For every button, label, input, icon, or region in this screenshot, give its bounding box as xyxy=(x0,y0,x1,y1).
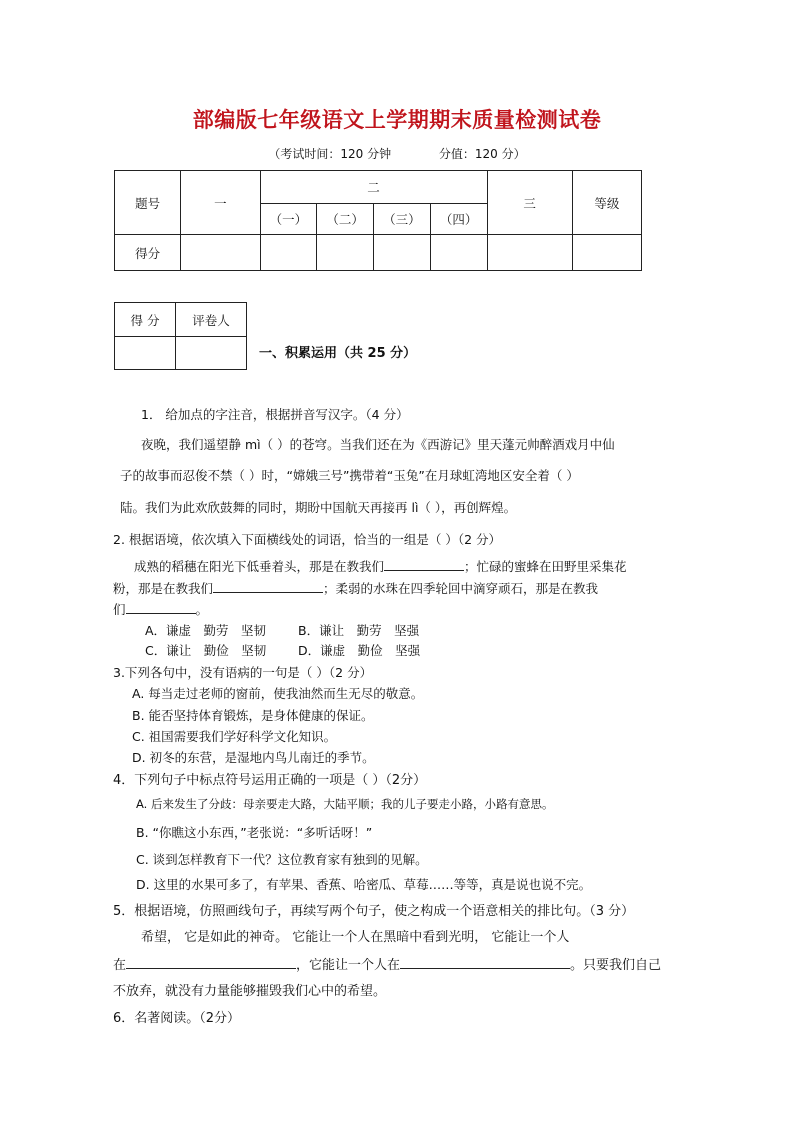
score-cell[interactable] xyxy=(487,235,572,271)
score-table xyxy=(114,170,642,271)
score-cell[interactable] xyxy=(181,235,260,271)
question-3-option-c[interactable]: C. 祖国需要我们学好科学文化知识。 xyxy=(132,729,337,744)
question-4-option-a[interactable]: A. 后来发生了分歧：母亲要走大路，大陆平顺；我的儿子要走小路，小路有意思。 xyxy=(136,797,554,811)
question-4-option-d[interactable]: D. 这里的水果可多了，有苹果、香蕉、哈密瓜、草莓……等等，真是说也说不完。 xyxy=(136,877,592,892)
section-heading: 一、积累运用（共 25 分） xyxy=(259,346,417,361)
header-part-3: 三 xyxy=(487,171,572,235)
question-3-stem: 3.下列各句中，没有语病的一句是（ ）（2 分） xyxy=(113,665,373,680)
question-2-text: 粉，那是在教我们 xyxy=(113,581,214,596)
question-5-text: 。只要我们自己 xyxy=(570,958,662,973)
answer-blank[interactable] xyxy=(126,956,296,969)
question-4-option-c[interactable]: C. 谈到怎样教育下一代？这位教育家有独到的见解。 xyxy=(136,852,428,867)
question-2-option-b[interactable]: B．谦让 勤劳 坚强 xyxy=(298,623,420,638)
question-1-text-line: 夜晚，我们遥望静 mì（ ）的苍穹。当我们还在为《西游记》里天蓬元帅醉酒戏月中仙 xyxy=(141,437,615,452)
exam-total-score: 分值：120 分） xyxy=(438,147,526,161)
grader-score-cell[interactable] xyxy=(115,337,176,370)
question-4-stem: 4．下列句子中标点符号运用正确的一项是（ ）（2分） xyxy=(113,773,427,788)
question-6-stem: 6．名著阅读。（2分） xyxy=(113,1011,241,1026)
score-cell[interactable] xyxy=(572,235,641,271)
question-1-text-line: 子的故事而忍俊不禁（ ）时，“嫦娥三号”携带着“玉兔”在月球虹湾地区安全着（ ） xyxy=(120,468,579,483)
header-part-2-sub-3: （三） xyxy=(374,204,431,235)
exam-time: （考试时间：120 分钟 xyxy=(268,147,392,161)
question-1-text-line: 陆。我们为此欢欣鼓舞的同时，期盼中国航天再接再 lì（ ），再创辉煌。 xyxy=(120,500,517,515)
question-2-text: ；忙碌的蜜蜂在田野里采集花 xyxy=(464,559,627,574)
question-5-text: 在 xyxy=(113,958,127,973)
score-cell[interactable] xyxy=(374,235,431,271)
header-question-no: 题号 xyxy=(115,171,181,235)
question-2-text-line xyxy=(134,557,627,575)
score-cell[interactable] xyxy=(317,235,374,271)
answer-blank[interactable] xyxy=(384,558,464,571)
question-5-stem: 5．根据语境，仿照画线句子，再续写两个句子，使之构成一个语意相关的排比句。（3 分） xyxy=(113,904,635,919)
question-2-text: 成熟的稻穗在阳光下低垂着头，那是在教我们 xyxy=(134,559,385,574)
row-score-label: 得分 xyxy=(115,235,181,271)
question-5-text-line: 不放弃，就没有力量能够摧毁我们心中的希望。 xyxy=(113,984,387,999)
score-cell[interactable] xyxy=(430,235,487,271)
question-2-text: ；柔弱的水珠在四季轮回中滴穿顽石，那是在教我 xyxy=(323,581,599,596)
exam-info xyxy=(0,145,794,162)
grader-name-label: 评卷人 xyxy=(176,303,247,337)
question-1-stem: 1． 给加点的字注音，根据拼音写汉字。（4 分） xyxy=(141,407,409,422)
header-grade: 等级 xyxy=(572,171,641,235)
question-2-option-a[interactable]: A．谦虚 勤劳 坚韧 xyxy=(145,623,267,638)
header-part-2: 二 xyxy=(260,171,487,204)
question-2-text: 。 xyxy=(195,602,209,617)
question-3-option-a[interactable]: A. 每当走过老师的窗前，使我油然而生无尽的敬意。 xyxy=(132,686,424,701)
question-2-text: 们 xyxy=(113,602,126,617)
question-4-option-b[interactable]: B. “你瞧这小东西，”老张说：“多听话呀！” xyxy=(136,825,373,840)
score-cell[interactable] xyxy=(260,235,317,271)
header-part-2-sub-4: （四） xyxy=(430,204,487,235)
grader-table xyxy=(114,302,247,370)
answer-blank[interactable] xyxy=(213,580,323,593)
question-3-option-b[interactable]: B. 能否坚持体育锻炼，是身体健康的保证。 xyxy=(132,708,374,723)
answer-blank[interactable] xyxy=(400,956,570,969)
question-2-text-line xyxy=(113,600,208,618)
grader-name-cell[interactable] xyxy=(176,337,247,370)
question-5-text: ，它能让一个人在 xyxy=(296,958,401,973)
question-2-text-line xyxy=(113,579,598,597)
page-title: 部编版七年级语文上学期期末质量检测试卷 xyxy=(192,108,602,132)
answer-blank[interactable] xyxy=(126,601,196,614)
question-2-option-c[interactable]: C．谦让 勤俭 坚韧 xyxy=(145,643,267,658)
header-part-2-sub-2: （二） xyxy=(317,204,374,235)
question-5-text-line: 希望， 它是如此的神奇。 它能让一个人在黑暗中看到光明， 它能让一个人 xyxy=(141,930,570,945)
question-2-option-d[interactable]: D．谦虚 勤俭 坚强 xyxy=(298,643,421,658)
question-2-stem: 2. 根据语境，依次填入下面横线处的词语，恰当的一组是（ ）（2 分） xyxy=(113,532,502,547)
header-part-2-sub-1: （一） xyxy=(260,204,317,235)
header-part-1: 一 xyxy=(181,171,260,235)
question-5-text-line xyxy=(113,954,661,973)
question-3-option-d[interactable]: D. 初冬的东营，是湿地内鸟儿南迁的季节。 xyxy=(132,750,375,765)
grader-score-label: 得 分 xyxy=(115,303,176,337)
